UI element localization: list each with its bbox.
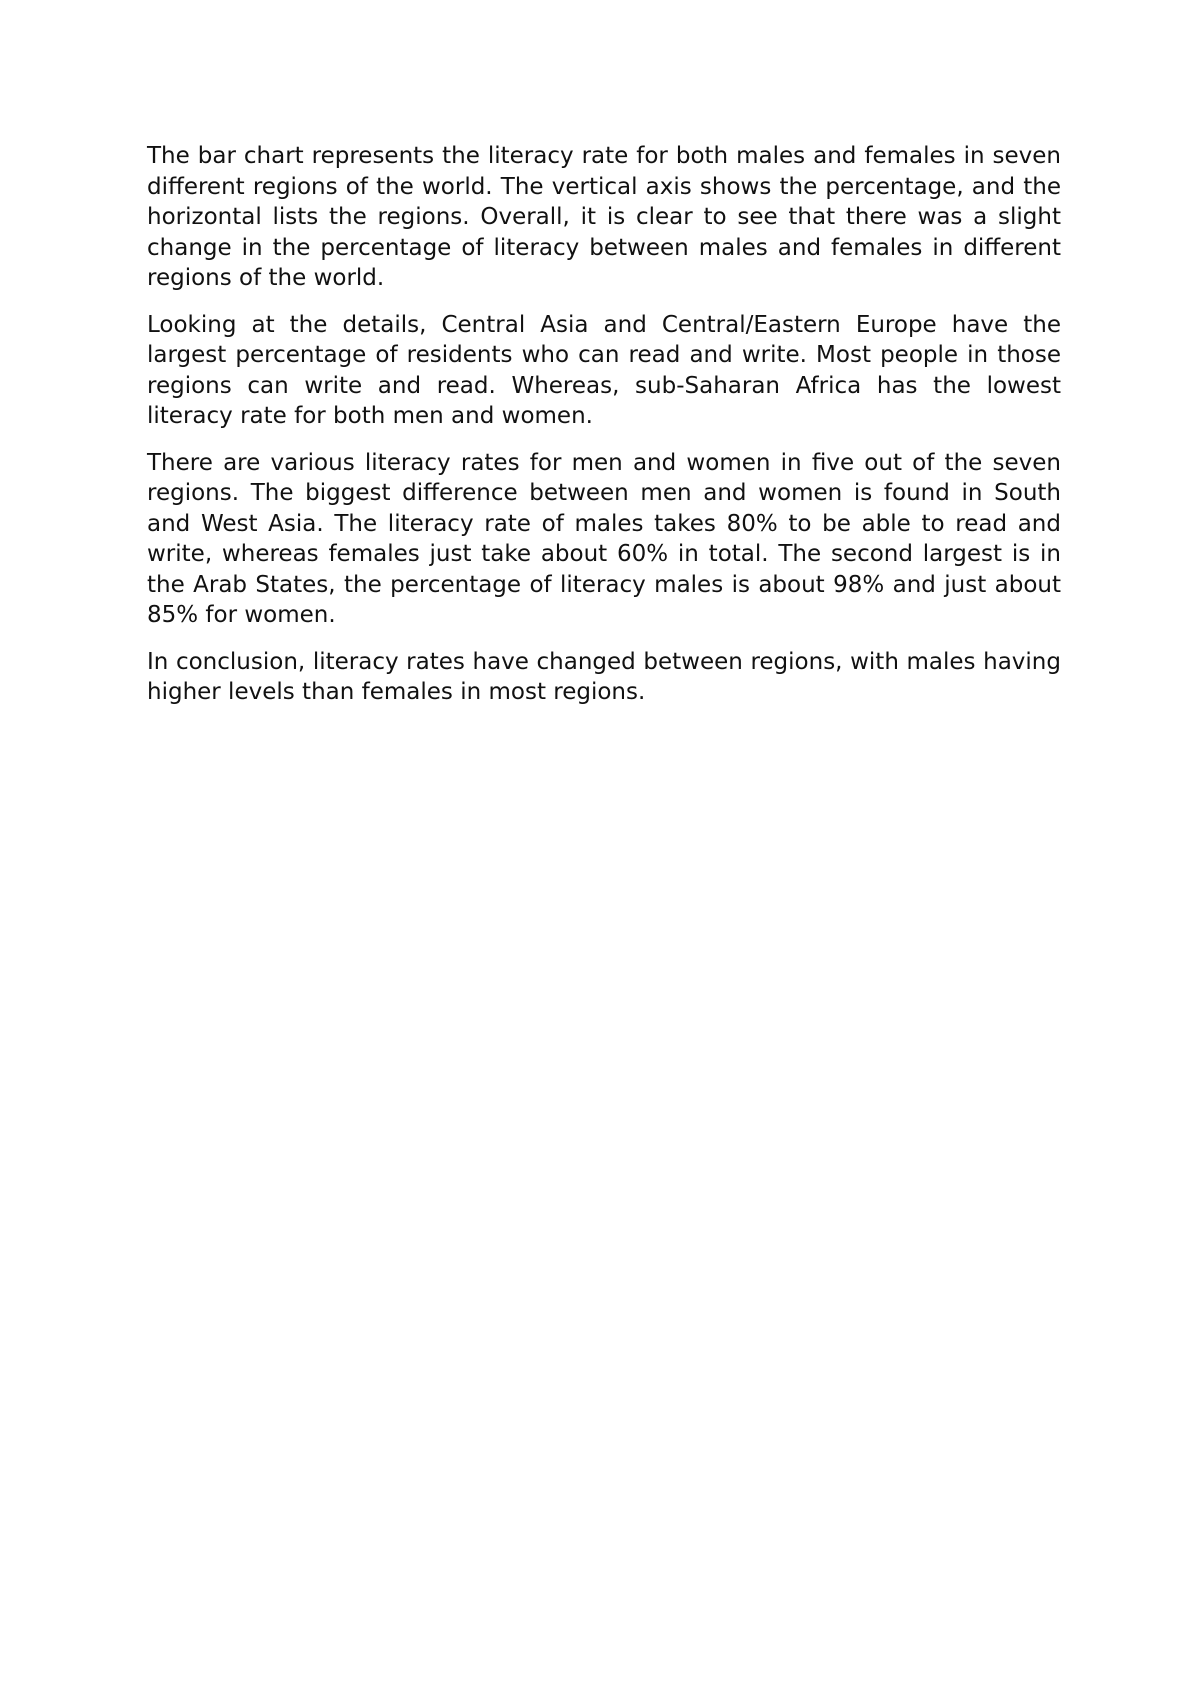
paragraph-conclusion: In conclusion, literacy rates have changed between regions, with males having higher levels than females in most regions.	[147, 648, 1061, 705]
paragraph-introduction: The bar chart represents the literacy rate for both males and females in seven different regions of the world. The vertical axis shows the percentage, and the horizontal lists the regions. Overall, it is clear to see that there was a slight change in the percentage of literacy between males and females in different regions of the world.	[147, 143, 1061, 291]
paragraph-details: Looking at the details, Central Asia and Central/Eastern Europe have the largest percentage of residents who can read and write. Most people in those regions can write and read. Whereas, sub-Saharan Africa has the lowest literacy rate for both men and women.	[147, 311, 1061, 429]
paragraph-comparison: There are various literacy rates for men and women in five out of the seven regions. The biggest difference between men and women is found in South and West Asia. The literacy rate of males takes 80% to be able to read and write, whereas females just take about 60% in total. The second largest is in the Arab States, the percentage of literacy males is about 98% and just about 85% for women.	[147, 449, 1061, 628]
document-body	[147, 141, 1061, 724]
